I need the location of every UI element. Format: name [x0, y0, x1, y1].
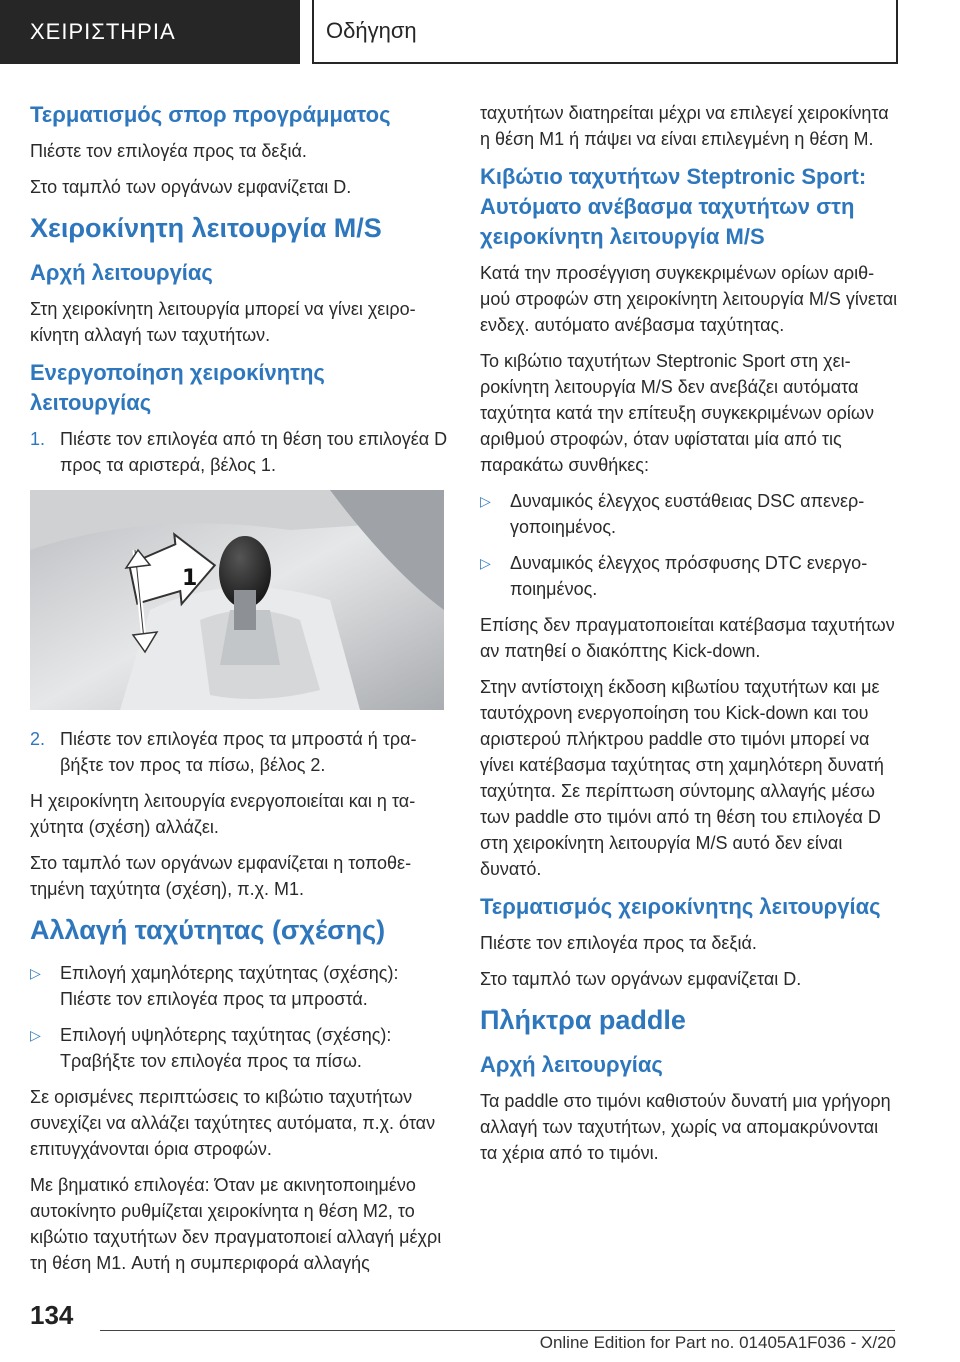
step-number: 1. — [30, 429, 46, 449]
paragraph: Το κιβώτιο ταχυτήτων Steptronic Sport στη χειροκίνητη λειτουργία M/S δεν ανεβάζει αυτόματα ταχύτητα κατά την επίτευξη συγκεκριμένων ορίων αριθμού στροφών, όταν υφίσταται μία από τις παρακάτω συνθήκες: — [480, 351, 874, 475]
bullet-text: Δυναμικός έλεγχος πρόσφυσης DTC ενεργοποιημένος. — [510, 553, 868, 599]
bullet-triangle-icon: ▷ — [480, 555, 491, 571]
paragraph: Κατά την προσέγγιση συγκεκριμένων ορίων αριθμού στροφών στη χειροκίνητη λειτουργία M/S γίνεται ενδεχ. αυτόματο ανέβασμα ταχύτητας. — [480, 263, 898, 335]
paragraph: Στην αντίστοιχη έκδοση κιβωτίου ταχυτήτων και με ταυτόχρονη ενεργοποίηση του Kick-down και του αριστερού πλήκτρου paddle στο τιμόνι μπορεί να γίνει κατέβασμα ταχύτητας στη χαμηλότερη δυνατή ταχύτητα. Σε περίπτωση σύντομης αλλαγής μέσω των paddle στο τιμόνι από τη θέση του επιλογέα D στη χειροκίνητη λειτουργία M/S αυτό δεν είναι δυνατό. — [480, 677, 884, 879]
paragraph: Πιέστε τον επιλογέα προς τα δεξιά. — [480, 933, 757, 953]
paragraph: Σε ορισμένες περιπτώσεις το κιβώτιο ταχυτήτων συνεχίζει να αλλάζει ταχύτητες αυτόματα, π.χ. όταν επιτυγχάνονται όρια στροφών. — [30, 1087, 436, 1159]
chapter-tab — [312, 0, 898, 64]
bullet-text: Δυναμικός έλεγχος ευστάθειας DSC απενεργοποιημένος. — [510, 491, 865, 537]
paragraph: Στο ταμπλό των οργάνων εμφανίζεται D. — [480, 969, 802, 989]
heading-manual-mode: Χειροκίνητη λειτουργία M/S — [30, 213, 382, 243]
step-number: 2. — [30, 729, 46, 749]
bullet-triangle-icon: ▷ — [30, 965, 41, 981]
bullet-text: Επιλογή υψηλότερης ταχύτητας (σχέσης): Τραβήξτε τον επιλογέα προς τα πίσω. — [60, 1025, 392, 1071]
paragraph: Με βηματικό επιλογέα: Όταν με ακινητοποιημένο αυτοκίνητο ρυθμίζεται χειροκίνητα η θέση M2, το κιβώτιο ταχυτήτων δεν πραγματοποιεί αλλαγή μέχρι τη θέση M1. Αυτή η συμπεριφορά αλλαγής — [30, 1175, 442, 1273]
chapter-title: Οδήγηση — [326, 18, 417, 43]
footer-divider — [100, 1330, 895, 1331]
paragraph: Στο ταμπλό των οργάνων εμφανίζεται η τοποθετημένη ταχύτητα (σχέση), π.χ. M1. — [30, 853, 412, 899]
paragraph: ταχυτήτων διατηρείται μέχρι να επιλεγεί χειροκίνητα η θέση M1 ή πάψει να είναι επιλεγμένη η θέση M. — [480, 103, 889, 149]
paragraph: Στο ταμπλό των οργάνων εμφανίζεται D. — [30, 177, 352, 197]
bullet-item — [30, 1022, 448, 1074]
heading-principle: Αρχή λειτουργίας — [480, 1052, 663, 1077]
heading-gear-change: Αλλαγή ταχύτητας (σχέσης) — [30, 915, 386, 945]
section-title: ΧΕΙΡΙΣΤΗΡΙΑ — [30, 19, 176, 44]
bullet-item — [480, 550, 898, 602]
step-text: Πιέστε τον επιλογέα από τη θέση του επιλογέα D προς τα αριστερά, βέλος 1. — [60, 429, 448, 475]
heading-principle: Αρχή λειτουργίας — [30, 260, 213, 285]
step-text: Πιέστε τον επιλογέα προς τα μπροστά ή τραβήξτε τον προς τα πίσω, βέλος 2. — [60, 729, 417, 775]
heading-manual-end: Τερματισμός χειροκίνητης λειτουργίας — [480, 894, 881, 919]
bullet-triangle-icon: ▷ — [480, 493, 491, 509]
step-2 — [30, 726, 448, 778]
paragraph: Στη χειροκίνητη λειτουργία μπορεί να γίνει χειροκίνητη αλλαγή των ταχυτήτων. — [30, 299, 416, 345]
bullet-triangle-icon: ▷ — [30, 1027, 41, 1043]
bullet-item — [480, 488, 898, 540]
paragraph: Επίσης δεν πραγματοποιείται κατέβασμα ταχυτήτων αν πατηθεί ο διακόπτης Kick-down. — [480, 615, 895, 661]
gear-selector-illustration — [30, 490, 444, 710]
right-column — [480, 100, 898, 1176]
heading-sport-end: Τερματισμός σπορ προγράμματος — [30, 102, 391, 127]
heading-activate-manual: Ενεργοποίηση χειροκίνητης λειτουργίας — [30, 360, 325, 415]
bullet-item — [30, 960, 448, 1012]
arrow-1-label: 1 — [182, 566, 198, 591]
heading-steptronic: Κιβώτιο ταχυτήτων Steptronic Sport: Αυτόματο ανέβασμα ταχυτήτων στη χειροκίνητη λειτουργία M/S — [480, 164, 867, 249]
step-1 — [30, 426, 448, 478]
heading-paddles: Πλήκτρα paddle — [480, 1005, 686, 1035]
section-tab — [0, 0, 300, 64]
paragraph: Η χειροκίνητη λειτουργία ενεργοποιείται και η ταχύτητα (σχέση) αλλάζει. — [30, 791, 416, 837]
paragraph: Πιέστε τον επιλογέα προς τα δεξιά. — [30, 141, 307, 161]
gear-selector-photo — [30, 490, 444, 710]
paragraph: Τα paddle στο τιμόνι καθιστούν δυνατή μια γρήγορη αλλαγή των ταχυτήτων, χωρίς να απομακρύνονται τα χέρια από το τιμόνι. — [480, 1091, 891, 1163]
left-column — [30, 100, 448, 1286]
page-number: 134 — [30, 1300, 74, 1330]
edition-note: Online Edition for Part no. 01405A1F036 - X/20 — [539, 1333, 896, 1352]
bullet-text: Επιλογή χαμηλότερης ταχύτητας (σχέσης): Πιέστε τον επιλογέα προς τα μπροστά. — [60, 963, 399, 1009]
